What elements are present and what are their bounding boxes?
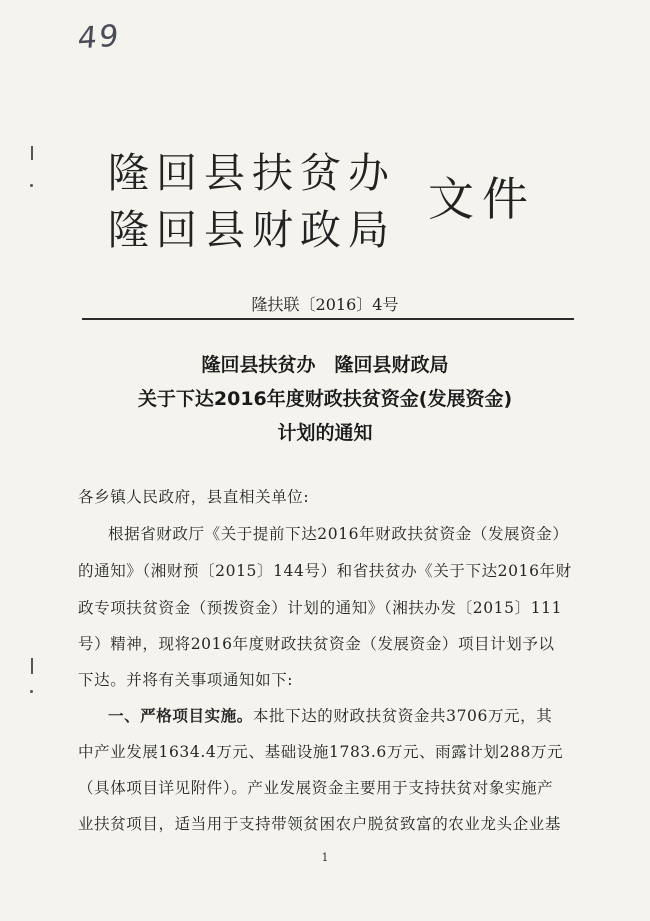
- header-divider: [82, 318, 574, 320]
- binding-mark: [31, 146, 33, 160]
- header-org-line-2: 隆回县财政局: [108, 206, 396, 254]
- binding-mark: [30, 690, 33, 693]
- paragraph-1-line: 政专项扶贫资金（预拨资金）计划的通知》（湘扶办发〔2015〕111: [78, 599, 563, 617]
- binding-mark: [31, 658, 33, 674]
- binding-mark: [30, 184, 33, 187]
- handwritten-note: 49: [76, 18, 122, 57]
- paragraph-1-line: 根据省财政厅《关于提前下达2016年财政扶贫资金（发展资金）: [108, 525, 569, 543]
- notice-title-line-2: 关于下达2016年度财政扶贫资金(发展资金): [137, 388, 513, 410]
- paragraph-1-line: 的通知》（湘财预〔2015〕144号）和省扶贫办《关于下达2016年财: [78, 562, 572, 580]
- notice-title-line-3: 计划的通知: [277, 422, 373, 444]
- paragraph-2-line: 中产业发展1634.4万元、基础设施1783.6万元、雨露计划288万元: [78, 743, 564, 761]
- section-heading: 一、严格项目实施。: [108, 707, 253, 725]
- page-number: 1: [321, 851, 329, 864]
- paragraph-1-line: 下达。并将有关事项通知如下:: [78, 671, 294, 689]
- paragraph-2-first-line: [108, 704, 552, 726]
- document-number: 隆扶联〔2016〕4号: [251, 295, 399, 314]
- header-file-suffix: 文件: [428, 172, 536, 226]
- paragraph-2-line: 业扶贫项目，适当用于支持带领贫困农户脱贫致富的农业龙头企业基: [78, 815, 562, 833]
- header-org-line-1: 隆回县扶贫办: [108, 149, 396, 197]
- notice-title-line-1: 隆回县扶贫办 隆回县财政局: [201, 354, 449, 376]
- paragraph-2-line: （具体项目详见附件）。产业发展资金主要用于支持扶贫对象实施产: [78, 779, 554, 797]
- salutation: 各乡镇人民政府，县直相关单位:: [78, 488, 310, 506]
- paragraph-2-text: 本批下达的财政扶贫资金共3706万元，其: [252, 707, 553, 725]
- paragraph-1-line: 号）精神，现将2016年度财政扶贫资金（发展资金）项目计划予以: [78, 635, 555, 653]
